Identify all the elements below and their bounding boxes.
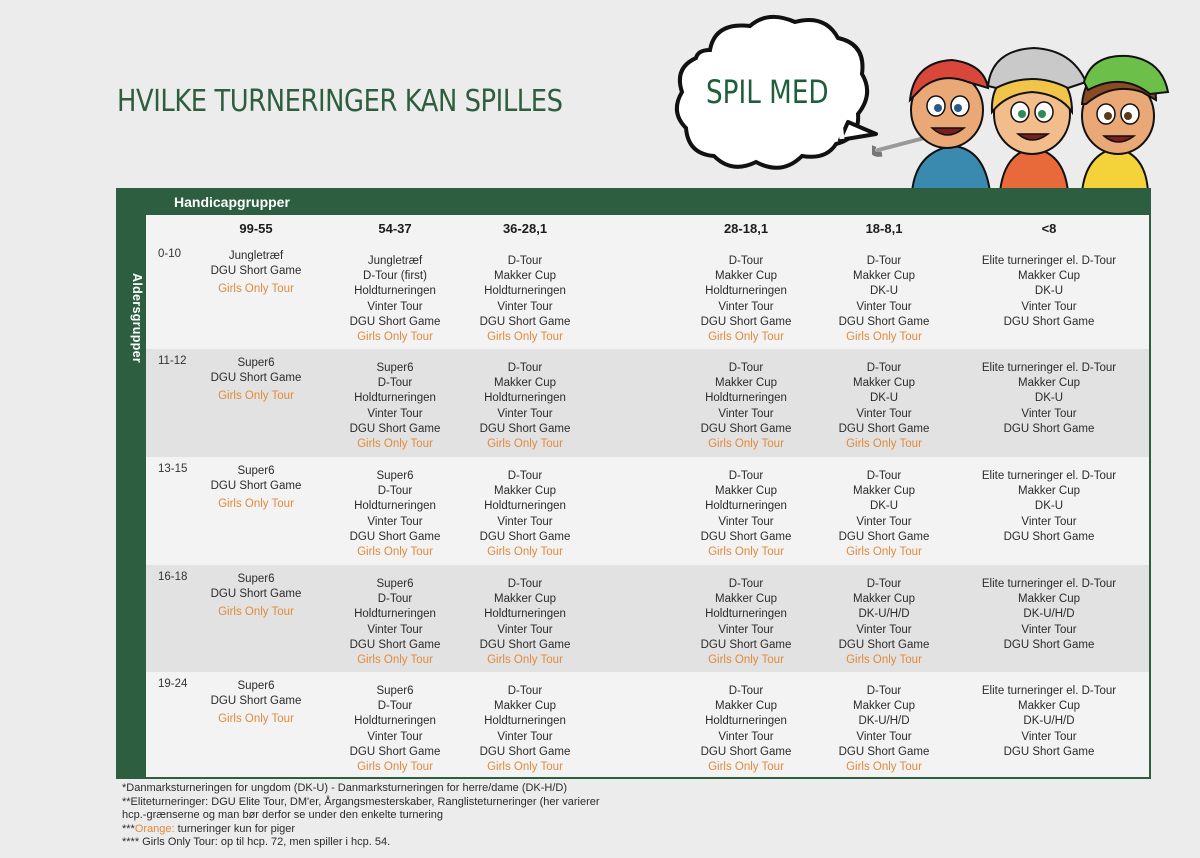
girls-only-entry: Girls Only Tour <box>218 283 294 296</box>
tournament-entry: DGU Short Game <box>838 745 930 758</box>
tournament-entry: D-Tour <box>507 685 543 697</box>
tournament-entry: DGU Short Game <box>1003 530 1095 543</box>
age-group-label: 13-15 <box>158 463 188 475</box>
tournament-entry: Makker Cup <box>853 593 915 606</box>
tournament-entry: DGU Short Game <box>700 745 792 758</box>
tournament-entry: Vinter Tour <box>367 515 423 528</box>
column-header: 54-37 <box>378 221 412 236</box>
table-cell <box>350 361 441 452</box>
tournament-entry: DGU Short Game <box>700 422 792 435</box>
table-cell <box>701 684 792 775</box>
tournament-entry: DGU Short Game <box>210 265 302 278</box>
tournament-entry: Vinter Tour <box>856 730 912 743</box>
tournament-entry: Super6 <box>237 357 275 369</box>
footnote-1: *Danmarksturneringen for ungdom (DK-U) - Danmarksturneringen for herre/dame (DK-H/D) <box>122 782 568 794</box>
tournament-entry: DGU Short Game <box>210 372 302 385</box>
age-group-label: 11-12 <box>158 355 187 367</box>
girls-only-entry: Girls Only Tour <box>846 331 922 344</box>
tournament-entry: DGU Short Game <box>1003 315 1095 328</box>
tournament-entry: D-Tour <box>377 485 413 498</box>
tournament-entry: DGU Short Game <box>349 530 441 543</box>
tournament-entry: DK-U/H/D <box>858 608 910 621</box>
table-cell <box>211 679 302 728</box>
table-cell <box>480 254 571 345</box>
tournament-entry: D-Tour (first) <box>363 270 427 283</box>
tournament-entry: Super6 <box>237 573 275 585</box>
girls-only-entry: Girls Only Tour <box>357 546 433 559</box>
tournament-entry: Vinter Tour <box>497 515 553 528</box>
tournament-entry: D-Tour <box>507 470 543 482</box>
tournament-entry: Makker Cup <box>494 700 556 713</box>
tournament-entry: DK-U <box>1034 392 1064 405</box>
girls-only-entry: Girls Only Tour <box>218 390 294 403</box>
page-title: HVILKE TURNERINGER KAN SPILLES <box>117 84 563 119</box>
tournament-entry: DK-U <box>869 500 899 513</box>
tournament-entry: DK-U <box>869 285 899 298</box>
tournament-entry: Holdturneringen <box>354 285 436 298</box>
tournament-entry: DK-U <box>1034 500 1064 513</box>
tournament-entry: Holdturneringen <box>354 392 436 405</box>
table-row <box>146 242 1149 349</box>
tournament-entry: Holdturneringen <box>705 715 787 728</box>
girls-only-entry: Girls Only Tour <box>218 498 294 511</box>
girls-only-entry: Girls Only Tour <box>487 331 563 344</box>
tournament-entry: DK-U/H/D <box>1023 608 1075 621</box>
table-cell <box>480 361 571 452</box>
age-group-label: 19-24 <box>158 678 188 690</box>
tournament-entry: Vinter Tour <box>1021 407 1077 420</box>
table-cell <box>701 469 792 560</box>
tournament-entry: DGU Short Game <box>210 480 302 493</box>
tournament-entry: Makker Cup <box>494 593 556 606</box>
girls-only-entry: Girls Only Tour <box>487 654 563 667</box>
column-header: 28-18,1 <box>723 221 769 236</box>
handicap-groups-header: Handicapgrupper <box>174 194 290 210</box>
tournament-entry: Makker Cup <box>1017 270 1080 283</box>
tournament-entry: Holdturneringen <box>484 500 566 513</box>
table-cell <box>480 469 571 560</box>
tournament-entry: Super6 <box>376 578 414 590</box>
tournament-entry: Vinter Tour <box>1021 300 1077 313</box>
tournament-entry: Makker Cup <box>715 485 777 498</box>
tournament-entry: Vinter Tour <box>497 300 553 313</box>
table-cell <box>211 572 302 621</box>
tournament-entry: Makker Cup <box>1017 700 1080 713</box>
table-cell <box>350 469 441 560</box>
tournament-entry: Vinter Tour <box>497 623 553 636</box>
tournament-entry: Makker Cup <box>853 700 915 713</box>
tournament-entry: Makker Cup <box>494 377 556 390</box>
tournament-entry: DGU Short Game <box>479 315 571 328</box>
tournament-entry: DGU Short Game <box>1003 638 1095 651</box>
tournament-entry: Holdturneringen <box>705 500 787 513</box>
tournament-entry: Makker Cup <box>494 485 556 498</box>
girls-only-entry: Girls Only Tour <box>708 331 784 344</box>
girls-only-entry: Girls Only Tour <box>708 654 784 667</box>
tournament-entry: DGU Short Game <box>210 588 302 601</box>
table-cell <box>839 577 930 668</box>
tournament-entry: DGU Short Game <box>349 638 441 651</box>
tournament-entry: Jungletræf <box>367 255 423 267</box>
table-cell <box>982 254 1116 330</box>
tournament-entry: Holdturneringen <box>354 608 436 621</box>
tournament-entry: Vinter Tour <box>856 515 912 528</box>
tournament-entry: D-Tour <box>728 362 764 374</box>
tournament-entry: Vinter Tour <box>718 515 774 528</box>
tournament-entry: DGU Short Game <box>700 315 792 328</box>
tournament-entry: Makker Cup <box>853 377 915 390</box>
footnote-2: **Eliteturneringer: DGU Elite Tour, DM'er, Årgangsmesterskaber, Ranglisteturneringer (her varierer <box>122 795 600 808</box>
tournament-entry: Holdturneringen <box>705 608 787 621</box>
table-row <box>146 672 1149 777</box>
tournament-entry: Elite turneringer el. D-Tour <box>981 578 1117 590</box>
column-header: <8 <box>1041 221 1057 236</box>
table-cell <box>982 469 1116 545</box>
tournament-entry: D-Tour <box>866 255 902 267</box>
tournament-entry: Holdturneringen <box>354 715 436 728</box>
tournament-entry: Holdturneringen <box>484 392 566 405</box>
girls-only-entry: Girls Only Tour <box>357 331 433 344</box>
tournament-entry: Vinter Tour <box>718 623 774 636</box>
tournament-entry: Elite turneringer el. D-Tour <box>981 470 1117 482</box>
tournament-entry: Vinter Tour <box>856 407 912 420</box>
tournament-entry: DGU Short Game <box>349 745 441 758</box>
tournament-entry: DGU Short Game <box>1003 745 1095 758</box>
girls-only-entry: Girls Only Tour <box>357 438 433 451</box>
girls-only-entry: Girls Only Tour <box>487 546 563 559</box>
table-cell <box>211 249 302 298</box>
tournament-entry: DGU Short Game <box>479 422 571 435</box>
footnote-4: **** Girls Only Tour: op til hcp. 72, men spiller i hcp. 54. <box>122 836 391 849</box>
girls-only-entry: Girls Only Tour <box>218 713 294 726</box>
table-row <box>146 349 1149 457</box>
bubble-text: SPIL MED <box>706 73 829 111</box>
tournament-entry: D-Tour <box>507 255 543 267</box>
girls-only-entry: Girls Only Tour <box>846 761 922 774</box>
tournament-entry: D-Tour <box>507 578 543 590</box>
tournament-entry: D-Tour <box>728 685 764 697</box>
tournament-entry: Makker Cup <box>715 700 777 713</box>
tournament-entry: DGU Short Game <box>838 530 930 543</box>
tournament-entry: DGU Short Game <box>479 530 571 543</box>
tournament-entry: D-Tour <box>866 578 902 590</box>
girls-only-entry: Girls Only Tour <box>487 761 563 774</box>
tournament-entry: Vinter Tour <box>718 730 774 743</box>
tournament-entry: D-Tour <box>866 362 902 374</box>
cartoon-kids-illustration <box>872 42 1192 192</box>
tournament-entry: DK-U/H/D <box>858 715 910 728</box>
footnotes <box>122 782 642 850</box>
tournament-entry: Elite turneringer el. D-Tour <box>981 685 1117 697</box>
tournament-entry: Vinter Tour <box>856 623 912 636</box>
girls-only-entry: Girls Only Tour <box>357 761 433 774</box>
tournament-entry: Makker Cup <box>853 485 915 498</box>
tournament-entry: Holdturneringen <box>354 500 436 513</box>
orange-legend: Orange: <box>134 822 175 835</box>
tournament-entry: Makker Cup <box>1017 377 1080 390</box>
tournament-entry: D-Tour <box>866 685 902 697</box>
tournament-entry: Vinter Tour <box>367 730 423 743</box>
table-cell <box>701 361 792 452</box>
girls-only-entry: Girls Only Tour <box>708 438 784 451</box>
age-group-label: 16-18 <box>158 571 188 583</box>
tournament-entry: DK-U <box>869 392 899 405</box>
tournament-entry: DGU Short Game <box>838 422 930 435</box>
tournament-entry: Vinter Tour <box>1021 730 1077 743</box>
column-header: 99-55 <box>239 221 273 236</box>
girls-only-entry: Girls Only Tour <box>846 654 922 667</box>
tournament-entry: DGU Short Game <box>479 745 571 758</box>
table-cell <box>480 684 571 775</box>
age-group-label: 0-10 <box>158 248 182 260</box>
tournament-entry: Vinter Tour <box>367 300 423 313</box>
tournament-entry: DGU Short Game <box>700 638 792 651</box>
tournament-entry: DGU Short Game <box>349 315 441 328</box>
tournament-entry: Makker Cup <box>715 270 777 283</box>
tournament-entry: Makker Cup <box>1017 593 1080 606</box>
table-cell <box>839 469 930 560</box>
tournament-entry: D-Tour <box>728 578 764 590</box>
column-header-row <box>146 215 1149 242</box>
table-cell <box>839 684 930 775</box>
tournament-entry: D-Tour <box>377 700 413 713</box>
girls-only-entry: Girls Only Tour <box>218 606 294 619</box>
tournament-entry: Vinter Tour <box>497 730 553 743</box>
table-cell <box>211 356 302 405</box>
table-cell <box>982 577 1116 653</box>
tournament-entry: Vinter Tour <box>367 407 423 420</box>
tournament-entry: Super6 <box>376 685 414 697</box>
tournament-entry: Makker Cup <box>715 377 777 390</box>
tournament-entry: DK-U/H/D <box>1023 715 1075 728</box>
tournament-entry: D-Tour <box>866 470 902 482</box>
tournament-entry: Super6 <box>237 680 275 692</box>
tournament-entry: Vinter Tour <box>1021 515 1077 528</box>
tournament-entry: Holdturneringen <box>705 392 787 405</box>
tournament-entry: D-Tour <box>728 470 764 482</box>
table-row <box>146 565 1149 672</box>
tournament-entry: Makker Cup <box>494 270 556 283</box>
tournament-entry: D-Tour <box>377 377 413 390</box>
tournament-entry: Holdturneringen <box>705 285 787 298</box>
footnote-3: ***Orange: turneringer kun for piger <box>122 822 296 835</box>
tournament-entry: D-Tour <box>377 593 413 606</box>
tournament-table <box>116 188 1151 779</box>
tournament-entry: Super6 <box>376 362 414 374</box>
table-cell <box>350 684 441 775</box>
tournament-entry: DK-U <box>1034 285 1064 298</box>
tournament-entry: Makker Cup <box>715 593 777 606</box>
table-row <box>146 457 1149 565</box>
tournament-entry: Vinter Tour <box>1021 623 1077 636</box>
table-cell <box>211 464 302 513</box>
tournament-entry: D-Tour <box>728 255 764 267</box>
table-cell <box>350 254 441 345</box>
girls-only-entry: Girls Only Tour <box>708 761 784 774</box>
tournament-entry: Elite turneringer el. D-Tour <box>981 255 1117 267</box>
tournament-entry: DGU Short Game <box>479 638 571 651</box>
tournament-entry: Makker Cup <box>1017 485 1080 498</box>
tournament-entry: DGU Short Game <box>349 422 441 435</box>
girls-only-entry: Girls Only Tour <box>846 438 922 451</box>
girls-only-entry: Girls Only Tour <box>487 438 563 451</box>
tournament-entry: DGU Short Game <box>838 315 930 328</box>
table-cell <box>480 577 571 668</box>
table-cell <box>701 254 792 345</box>
column-header: 36-28,1 <box>502 221 548 236</box>
tournament-entry: Vinter Tour <box>497 407 553 420</box>
girls-only-entry: Girls Only Tour <box>846 546 922 559</box>
table-cell <box>982 684 1116 760</box>
tournament-entry: DGU Short Game <box>210 695 302 708</box>
table-cell <box>350 577 441 668</box>
tournament-entry: Super6 <box>376 470 414 482</box>
age-groups-header: Aldersgrupper <box>130 272 144 364</box>
tournament-entry: D-Tour <box>507 362 543 374</box>
tournament-entry: Elite turneringer el. D-Tour <box>981 362 1117 374</box>
tournament-entry: Holdturneringen <box>484 608 566 621</box>
table-cell <box>982 361 1116 437</box>
table-grid <box>146 215 1149 777</box>
table-cell <box>839 361 930 452</box>
girls-only-entry: Girls Only Tour <box>357 654 433 667</box>
tournament-entry: Vinter Tour <box>718 300 774 313</box>
tournament-entry: Makker Cup <box>853 270 915 283</box>
tournament-entry: DGU Short Game <box>838 638 930 651</box>
tournament-entry: Vinter Tour <box>856 300 912 313</box>
tournament-entry: Holdturneringen <box>484 285 566 298</box>
table-cell <box>701 577 792 668</box>
tournament-entry: Vinter Tour <box>367 623 423 636</box>
tournament-entry: Holdturneringen <box>484 715 566 728</box>
column-header: 18-8,1 <box>865 221 903 236</box>
tournament-entry: Vinter Tour <box>718 407 774 420</box>
tournament-entry: Jungletræf <box>228 250 284 262</box>
table-cell <box>839 254 930 345</box>
tournament-entry: Super6 <box>237 465 275 477</box>
footnote-2-continued: hcp.-grænserne og man bør derfor se under den enkelte turnering <box>122 809 444 822</box>
tournament-entry: DGU Short Game <box>700 530 792 543</box>
girls-only-entry: Girls Only Tour <box>708 546 784 559</box>
tournament-entry: DGU Short Game <box>1003 422 1095 435</box>
